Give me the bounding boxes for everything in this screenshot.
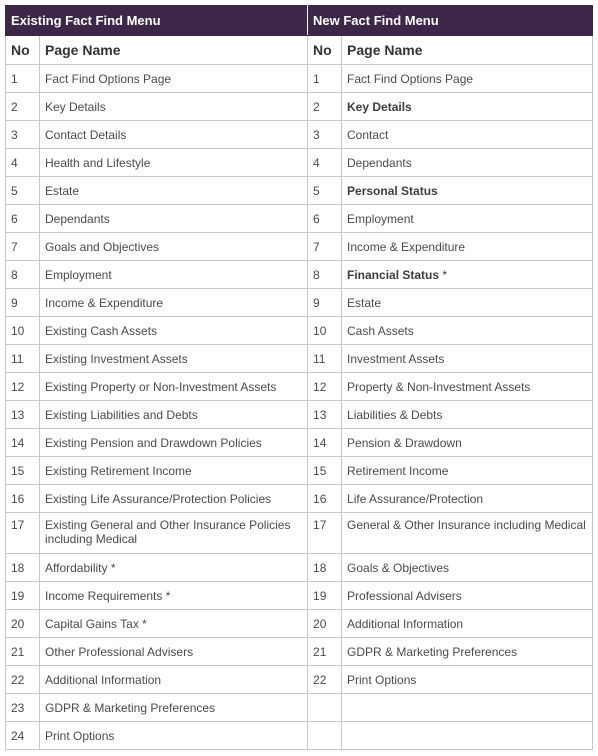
existing-menu-title: Existing Fact Find Menu (6, 6, 308, 36)
new-page-name-cell-text: Cash Assets (347, 323, 414, 338)
new-no-cell-text: 9 (313, 295, 320, 310)
table-row (6, 261, 593, 289)
new-page-name-cell-text: Estate (347, 295, 382, 310)
new-page-name-cell-text: Personal Status (347, 183, 438, 198)
existing-page-name-cell (40, 345, 308, 373)
new-page-name-cell (342, 65, 593, 93)
new-page-name-cell (342, 638, 593, 666)
existing-page-name-cell-text: Other Professional Advisers (45, 644, 194, 659)
existing-no-cell-text: 9 (11, 295, 18, 310)
new-page-name-cell (342, 345, 593, 373)
table-row (6, 554, 593, 582)
existing-no-cell-text: 3 (11, 127, 18, 142)
new-no-cell-text: 11 (313, 351, 326, 366)
existing-page-name-cell-text: Existing Liabilities and Debts (45, 407, 198, 422)
fact-find-comparison-table (5, 5, 593, 750)
existing-page-name-cell (40, 638, 308, 666)
existing-no-cell-text: 1 (11, 71, 18, 86)
existing-no-cell-text: 6 (11, 211, 18, 226)
new-page-name-cell-text: Life Assurance/Protection (347, 491, 484, 506)
existing-no-cell (6, 121, 40, 149)
table-row (6, 610, 593, 638)
new-page-name-cell-text: Contact (347, 127, 389, 142)
new-page-name-cell-text: Income & Expenditure (347, 239, 466, 254)
existing-page-name-cell-text: Existing Life Assurance/Protection Policies (45, 491, 272, 506)
existing-page-name-cell (40, 289, 308, 317)
existing-no-cell-text: 18 (11, 560, 25, 575)
existing-page-name-cell (40, 610, 308, 638)
table-row (6, 93, 593, 121)
existing-no-cell-text: 20 (11, 616, 25, 631)
new-no-cell (308, 205, 342, 233)
existing-no-cell (6, 666, 40, 694)
existing-page-name-cell-text: Dependants (45, 211, 110, 226)
existing-no-cell-text: 10 (11, 323, 25, 338)
existing-page-name-cell (40, 429, 308, 457)
new-no-cell (308, 373, 342, 401)
new-no-cell (308, 289, 342, 317)
new-page-name-cell-text: Print Options (347, 672, 417, 687)
new-no-cell-text: 8 (313, 267, 320, 282)
existing-page-name-cell (40, 401, 308, 429)
existing-page-name-cell-text: Existing Investment Assets (45, 351, 188, 366)
new-no-cell-text: 1 (313, 71, 320, 86)
existing-no-cell-text: 23 (11, 700, 25, 715)
new-page-name-cell-text: Fact Find Options Page (347, 71, 474, 86)
existing-page-name-cell (40, 457, 308, 485)
existing-no-cell (6, 233, 40, 261)
new-no-cell-text: 6 (313, 211, 320, 226)
new-no-cell-text: 12 (313, 379, 327, 394)
new-page-name-cell-text: Investment Assets (347, 351, 445, 366)
existing-no-cell-text: 22 (11, 672, 25, 687)
existing-page-name-cell (40, 65, 308, 93)
new-no-cell (308, 485, 342, 513)
existing-page-name-cell (40, 554, 308, 582)
new-no-cell (308, 93, 342, 121)
new-no-cell (308, 317, 342, 345)
new-no-cell-text: 5 (313, 183, 320, 198)
table-row (6, 149, 593, 177)
table-row (6, 429, 593, 457)
existing-no-cell-text: 5 (11, 183, 18, 198)
existing-no-cell (6, 317, 40, 345)
new-no-cell (308, 457, 342, 485)
existing-page-name-cell (40, 261, 308, 289)
existing-no-cell (6, 457, 40, 485)
new-page-name-cell-text: Goals & Objectives (347, 560, 450, 575)
new-page-name-cell (342, 317, 593, 345)
existing-no-cell (6, 205, 40, 233)
existing-page-name-cell-text: Contact Details (45, 127, 127, 142)
new-page-name-cell (342, 429, 593, 457)
new-page-name-cell-text: Key Details (347, 99, 412, 114)
table-row (6, 345, 593, 373)
existing-page-name-cell (40, 694, 308, 722)
new-no-cell (308, 513, 342, 554)
existing-no-cell (6, 485, 40, 513)
existing-page-name-cell-text: Additional Information (45, 672, 162, 687)
existing-page-name-cell (40, 177, 308, 205)
new-no-cell-text: 10 (313, 323, 327, 338)
new-page-name-cell (342, 457, 593, 485)
existing-page-name-cell (40, 485, 308, 513)
table-row (6, 666, 593, 694)
existing-no-cell-text: 12 (11, 379, 25, 394)
new-no-cell-text: 16 (313, 491, 327, 506)
table-row (6, 205, 593, 233)
existing-page-name-cell-text: Income & Expenditure (45, 295, 164, 310)
new-no-cell-text: 18 (313, 560, 327, 575)
new-page-name-cell (342, 554, 593, 582)
existing-no-cell-text: 24 (11, 728, 25, 743)
existing-no-cell (6, 289, 40, 317)
new-no-cell (308, 610, 342, 638)
existing-page-name-cell (40, 317, 308, 345)
existing-page-name-cell-text: Goals and Objectives (45, 239, 160, 254)
existing-page-name-cell (40, 93, 308, 121)
existing-page-name-cell (40, 233, 308, 261)
existing-no-cell (6, 694, 40, 722)
table-row (6, 582, 593, 610)
new-page-name-cell-text: Professional Advisers (347, 588, 462, 603)
existing-page-name-cell-text: Affordability * (45, 560, 116, 575)
existing-page-name-cell (40, 121, 308, 149)
new-no-cell-text: 13 (313, 407, 327, 422)
new-page-name-header: Page Name (342, 36, 593, 65)
existing-no-cell (6, 582, 40, 610)
existing-page-name-cell-text: Employment (45, 267, 112, 282)
existing-no-cell (6, 722, 40, 750)
table-row (6, 373, 593, 401)
table-body (6, 65, 593, 750)
existing-page-name-cell-text: Existing Cash Assets (45, 323, 158, 338)
new-page-name-cell (342, 722, 593, 750)
existing-page-name-cell (40, 205, 308, 233)
table-row (6, 513, 593, 554)
table-row (6, 121, 593, 149)
existing-no-cell-text: 17 (11, 518, 25, 532)
existing-no-cell (6, 149, 40, 177)
existing-page-name-cell-text: GDPR & Marketing Preferences (45, 700, 216, 715)
existing-page-name-cell-text: Existing Pension and Drawdown Policies (45, 435, 262, 450)
new-page-name-cell (342, 582, 593, 610)
new-no-cell-text: 19 (313, 588, 327, 603)
table-row (6, 485, 593, 513)
new-page-name-cell (342, 666, 593, 694)
table-row (6, 722, 593, 750)
existing-page-name-cell-text: Existing General and Other Insurance Policies including Medical (45, 518, 291, 546)
new-page-name-cell-text: Retirement Income (347, 463, 449, 478)
table-row (6, 177, 593, 205)
existing-no-cell-text: 21 (11, 644, 25, 659)
new-no-cell (308, 722, 342, 750)
existing-no-header: No (6, 36, 40, 65)
existing-no-cell (6, 345, 40, 373)
existing-no-cell (6, 65, 40, 93)
new-no-cell-text: 22 (313, 672, 327, 687)
new-page-name-cell (342, 121, 593, 149)
new-no-cell (308, 177, 342, 205)
table-row (6, 65, 593, 93)
new-menu-title: New Fact Find Menu (308, 6, 593, 36)
new-no-cell-text: 7 (313, 239, 320, 254)
existing-page-name-cell-text: Capital Gains Tax * (45, 616, 147, 631)
existing-no-cell-text: 11 (11, 351, 24, 366)
new-page-name-cell-text: Additional Information (347, 616, 464, 631)
new-no-cell (308, 65, 342, 93)
new-page-name-cell-text: Property & Non-Investment Assets (347, 379, 531, 394)
new-no-cell (308, 429, 342, 457)
new-no-cell-text: 17 (313, 518, 327, 532)
new-page-name-cell (342, 694, 593, 722)
new-page-name-cell-text: GDPR & Marketing Preferences (347, 644, 518, 659)
existing-page-name-cell-text: Key Details (45, 99, 106, 114)
new-page-name-cell-text: Financial Status (347, 267, 440, 282)
existing-no-cell-text: 8 (11, 267, 18, 282)
existing-no-cell (6, 610, 40, 638)
existing-no-cell-text: 19 (11, 588, 25, 603)
new-no-cell (308, 694, 342, 722)
existing-no-cell-text: 2 (11, 99, 18, 114)
table-row (6, 317, 593, 345)
column-header-row (6, 36, 593, 65)
existing-page-name-cell-text: Health and Lifestyle (45, 155, 151, 170)
new-page-name-cell (342, 177, 593, 205)
new-page-name-cell-text: Liabilities & Debts (347, 407, 443, 422)
existing-no-cell (6, 638, 40, 666)
new-page-name-cell (342, 233, 593, 261)
new-no-cell (308, 149, 342, 177)
new-no-cell (308, 401, 342, 429)
existing-no-cell (6, 261, 40, 289)
existing-no-cell-text: 4 (11, 155, 18, 170)
existing-no-cell (6, 401, 40, 429)
existing-page-name-cell (40, 666, 308, 694)
new-no-cell-text: 14 (313, 435, 327, 450)
new-no-cell (308, 554, 342, 582)
existing-no-cell (6, 177, 40, 205)
table-row (6, 457, 593, 485)
new-page-name-cell (342, 373, 593, 401)
existing-page-name-cell (40, 722, 308, 750)
new-page-name-cell (342, 149, 593, 177)
new-no-cell (308, 666, 342, 694)
new-page-name-cell-text: Pension & Drawdown (347, 435, 462, 450)
existing-no-cell-text: 14 (11, 435, 25, 450)
new-no-cell-text: 21 (313, 644, 327, 659)
new-no-cell-text: 15 (313, 463, 327, 478)
new-page-name-suffix: * (439, 267, 448, 282)
existing-page-name-cell-text: Income Requirements * (45, 588, 171, 603)
new-no-cell-text: 3 (313, 127, 320, 142)
existing-no-cell-text: 7 (11, 239, 18, 254)
new-no-cell-text: 20 (313, 616, 327, 631)
new-page-name-cell (342, 401, 593, 429)
existing-page-name-cell-text: Print Options (45, 728, 115, 743)
new-page-name-cell (342, 93, 593, 121)
new-page-name-cell (342, 289, 593, 317)
existing-no-cell (6, 373, 40, 401)
existing-page-name-cell (40, 149, 308, 177)
new-no-cell-text: 2 (313, 99, 320, 114)
existing-no-cell (6, 554, 40, 582)
new-no-cell (308, 345, 342, 373)
table-row (6, 233, 593, 261)
new-no-cell (308, 121, 342, 149)
new-page-name-cell (342, 261, 593, 289)
existing-page-name-cell-text: Existing Property or Non-Investment Assets (45, 379, 277, 394)
table-row (6, 638, 593, 666)
new-no-cell (308, 638, 342, 666)
existing-page-name-cell (40, 373, 308, 401)
new-no-cell (308, 261, 342, 289)
existing-page-name-cell (40, 582, 308, 610)
existing-no-cell (6, 93, 40, 121)
existing-no-cell-text: 15 (11, 463, 25, 478)
existing-no-cell (6, 513, 40, 554)
new-no-cell (308, 233, 342, 261)
table-row (6, 401, 593, 429)
table-row (6, 694, 593, 722)
new-page-name-cell (342, 205, 593, 233)
existing-no-cell-text: 13 (11, 407, 25, 422)
existing-page-name-cell-text: Fact Find Options Page (45, 71, 172, 86)
existing-page-name-cell-text: Estate (45, 183, 80, 198)
table-row (6, 289, 593, 317)
new-page-name-cell-text: Employment (347, 211, 414, 226)
new-page-name-cell (342, 513, 593, 554)
new-page-name-cell-text: General & Other Insurance including Medical (347, 518, 586, 532)
new-no-header: No (308, 36, 342, 65)
new-page-name-cell (342, 485, 593, 513)
existing-no-cell (6, 429, 40, 457)
new-no-cell (308, 582, 342, 610)
existing-page-name-cell (40, 513, 308, 554)
table-title-row (6, 6, 593, 36)
existing-page-name-header: Page Name (40, 36, 308, 65)
existing-page-name-cell-text: Existing Retirement Income (45, 463, 192, 478)
existing-no-cell-text: 16 (11, 491, 25, 506)
new-page-name-cell-text: Dependants (347, 155, 412, 170)
new-page-name-cell (342, 610, 593, 638)
new-no-cell-text: 4 (313, 155, 320, 170)
